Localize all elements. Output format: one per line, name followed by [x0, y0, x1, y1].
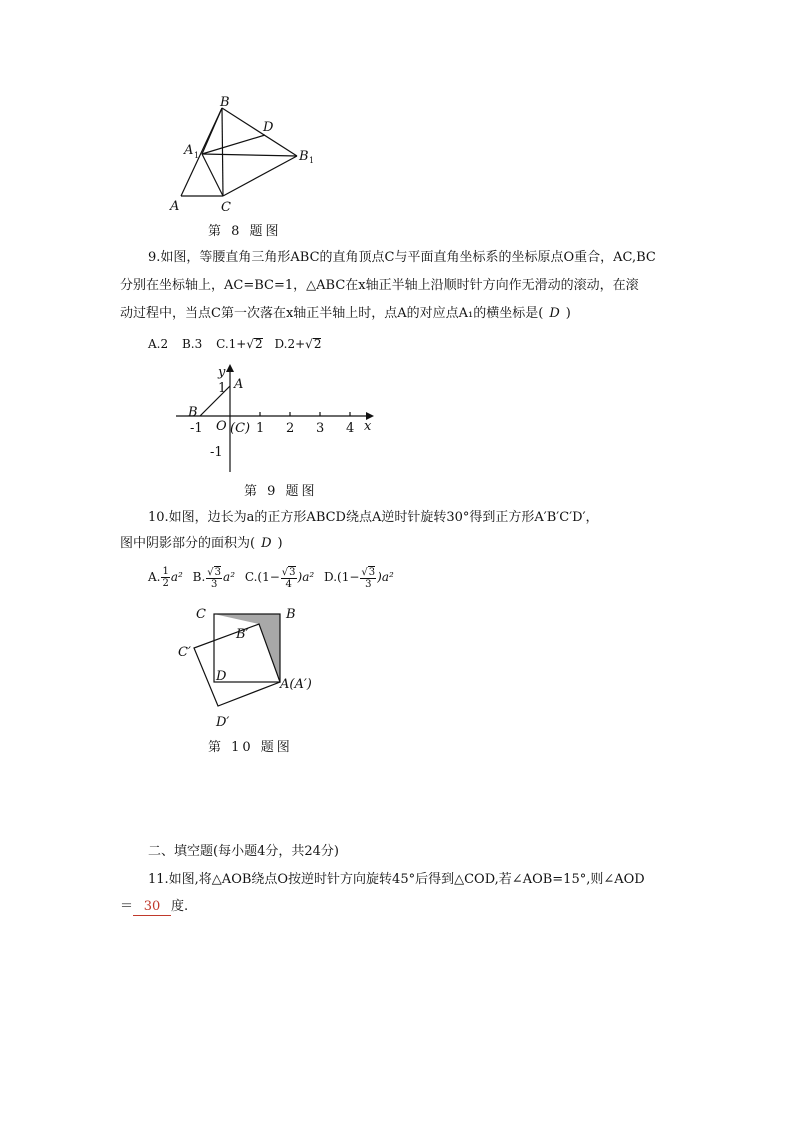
q10-option-d-pre: D.(1−: [324, 570, 360, 584]
q10-option-a-frac: [161, 566, 169, 589]
q10-option-a-pre: A.: [148, 570, 161, 584]
fig10-label-c-prime: C′: [178, 645, 191, 660]
q10-option-a-num: 1: [162, 566, 169, 577]
q10-option-c-den: 4: [285, 578, 292, 590]
fig9-label-o: O: [216, 419, 227, 434]
q10-option-b-rad: 3: [214, 566, 222, 578]
fig10-label-b-prime: B′: [236, 627, 249, 642]
q10-option-a-den: 2: [162, 578, 169, 589]
fig9-label-neg1-y: -1: [210, 445, 223, 460]
fig8-seg-a1-c: [202, 154, 223, 196]
q9-option-d-pre: D.2+: [274, 337, 306, 351]
q10-option-a-post: a²: [170, 570, 183, 584]
fig9-label-c: (C): [230, 421, 251, 436]
fig8-label-a: A: [170, 199, 180, 214]
q11-line-2: [120, 897, 188, 917]
q10-line-1: 10.如图，边长为a的正方形ABCD绕点A逆时针旋转30°得到正方形A′B′C′D′，: [148, 510, 599, 525]
q9-option-c: C.1+√2: [216, 337, 263, 351]
fig10-label-d-prime: D′: [216, 715, 230, 730]
q9-line-3-end: ): [565, 306, 571, 321]
q10-option-a: [148, 566, 183, 589]
q9-option-c-pre: C.1+: [216, 337, 247, 351]
q9-line-3-text: 动过程中，当点C第一次落在x轴正半轴上时，点A的对应点A₁的横坐标是(: [120, 306, 544, 321]
q9-option-b: B.3: [181, 337, 203, 351]
q9-line-1: 9.如图，等腰直角三角形ABC的直角顶点C与平面直角坐标系的坐标原点O重合，AC,BC: [148, 250, 656, 265]
fig9-label-y: y: [218, 365, 226, 380]
fig9-tick-label-3: 3: [316, 421, 325, 436]
q9-answer: D: [549, 306, 560, 321]
fig9-y-arrow: [226, 364, 234, 372]
fig10-label-b: B: [286, 607, 296, 622]
fig10-label-c: C: [196, 607, 206, 622]
q10-options: [148, 562, 394, 592]
q10-option-b-den: 3: [210, 578, 218, 590]
fig8-seg-b-c: [222, 108, 223, 196]
q11-equals: ＝: [120, 899, 134, 914]
fig8-seg-b-b1: [222, 108, 297, 156]
fig10-caption: 第 10 题图: [208, 740, 293, 755]
figure-10: [170, 600, 340, 735]
fig8-label-d: D: [263, 120, 274, 135]
figure-9: [170, 360, 390, 480]
fig9-tick-label-4: 4: [346, 421, 355, 436]
q10-option-d-num: √3: [361, 566, 376, 578]
q10-option-d-rad: 3: [368, 566, 376, 578]
q10-option-c-post: )a²: [297, 570, 315, 584]
q10-option-d: [324, 566, 394, 590]
section-2-title: 二、填空题(每小题4分，共24分): [148, 844, 339, 859]
fig9-tick-label-2: 2: [286, 421, 295, 436]
q10-option-c-rad: 3: [289, 566, 296, 578]
q9-line-2: 分别在坐标轴上，AC=BC=1，△ABC在x轴正半轴上沿顺时针方向作无滑动的滚动，在滚: [120, 278, 639, 293]
q11-answer-blank: 30: [133, 899, 171, 916]
q9-options: [148, 334, 321, 354]
fig10-label-d: D: [216, 669, 227, 684]
fig9-caption: 第 9 题图: [244, 484, 318, 499]
fig8-label-a1-sub: 1: [194, 151, 200, 160]
q10-option-d-post: )a²: [377, 570, 394, 584]
fig8-seg-b-a1: [202, 108, 222, 154]
figure-8: [160, 90, 340, 220]
q10-option-b-pre: B.: [192, 570, 206, 584]
q10-option-d-den: 3: [365, 578, 372, 590]
fig10-label-a: A(A′): [280, 677, 312, 692]
fig9-label-x: x: [364, 419, 372, 434]
fig9-label-one-y: 1: [218, 381, 227, 396]
q10-option-d-frac: [360, 566, 376, 590]
fig8-label-b: B: [220, 95, 230, 110]
q10-line-2-end: ): [277, 536, 283, 551]
q10-option-b: [192, 566, 236, 590]
fig8-caption: 第 8 题图: [208, 224, 282, 239]
q10-option-b-post: a²: [223, 570, 236, 584]
q9-option-a: A.2: [148, 337, 169, 351]
q11-line-1: 11.如图,将△AOB绕点O按逆时针方向旋转45°后得到△COD,若∠AOB=15°,则∠AOD: [148, 872, 645, 887]
q10-line-2: [120, 534, 283, 554]
q10-option-c-frac: [281, 566, 297, 590]
fig8-seg-a1-b1: [202, 154, 297, 156]
fig8-label-a1: A: [184, 143, 194, 158]
q10-answer: D: [261, 536, 272, 551]
q9-line-3: [120, 304, 571, 324]
q10-line-2-text: 图中阴影部分的面积为(: [120, 536, 256, 551]
q9-option-d-rad: 2: [313, 337, 322, 351]
fig9-label-a: A: [234, 377, 244, 392]
fig9-tick-label-1: 1: [256, 421, 265, 436]
q10-option-b-frac: [206, 566, 222, 590]
q10-option-c-pre: C.(1−: [244, 570, 280, 584]
fig8-seg-a1-d: [202, 135, 265, 154]
fig8-label-b1: B: [299, 149, 309, 164]
q11-line-2-post: 度.: [171, 899, 189, 914]
q10-option-b-num: √3: [207, 566, 222, 578]
fig8-label-b1-sub: 1: [309, 156, 315, 165]
fig8-label-c: C: [221, 200, 231, 215]
q9-option-c-rad: 2: [254, 337, 263, 351]
q9-option-d: D.2+√2: [274, 337, 322, 351]
fig8-seg-c-b1: [223, 156, 297, 196]
q10-option-c: [244, 566, 315, 590]
fig9-label-b: B: [188, 405, 198, 420]
fig9-label-neg1-x: -1: [190, 421, 203, 436]
q10-option-c-num: √3: [281, 566, 296, 578]
